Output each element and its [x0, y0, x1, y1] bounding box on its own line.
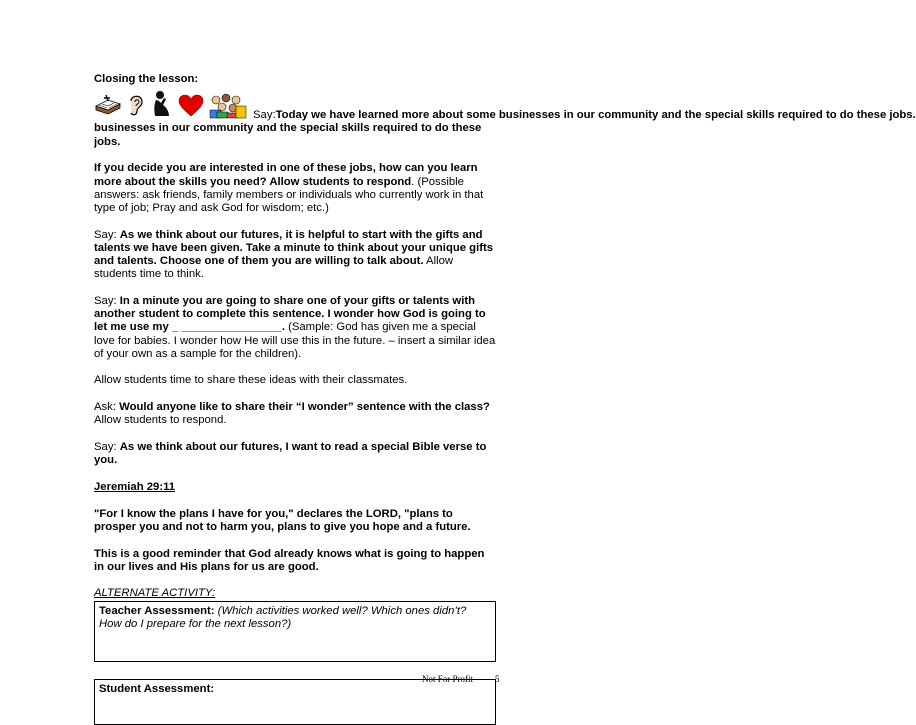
say-label: Say: — [94, 294, 120, 307]
teacher-assessment-box[interactable] — [94, 601, 496, 662]
wonder-sentence-prompt: In a minute you are going to share one of your gifts or talents with another student to complete this sentence. I wonder how God is going to let me use my _ ________________ — [94, 294, 486, 334]
icon-row — [94, 90, 916, 122]
bible-verse-intro: As we think about our futures, I want to read a special Bible verse to you. — [94, 441, 487, 467]
paragraph-1-cont — [94, 122, 496, 148]
ear-icon — [126, 92, 146, 122]
reminder — [94, 548, 496, 574]
paragraph-4 — [94, 295, 496, 361]
page-footer — [422, 673, 500, 686]
say-label: Say: — [94, 228, 120, 241]
paragraph-6 — [94, 401, 496, 427]
paragraph-7 — [94, 441, 496, 467]
alternate-activity-label: ALTERNATE ACTIVITY: — [94, 587, 216, 600]
page-number: 5 — [495, 674, 500, 684]
verse-quote: "For I know the plans I have for you," declares the LORD, "plans to prosper you and not to harm you, plans to give you hope and a future. — [94, 507, 471, 533]
gifts-talents-prompt: As we think about our futures, it is helpful to start with the gifts and talents we have been given. Take a minute to think about your unique gifts and talents. Choose one of them you are willing to talk about. — [94, 228, 494, 268]
heart-icon — [178, 94, 204, 122]
footer-text: Not For Profit — [422, 674, 474, 684]
possible-answers: . (Possible answers: ask friends, family members or individuals who currently work in that type of job; Pray and ask God for wisdom; etc.) — [94, 175, 484, 214]
teacher-assessment-label: Teacher Assessment: — [99, 604, 215, 617]
wonder-sentence-period: . — [281, 321, 285, 334]
praying-person-icon — [150, 90, 174, 122]
reminder-text: This is a good reminder that God already knows what is going to happen in our lives and His plans for us are good. — [94, 547, 485, 573]
student-assessment-label: Student Assessment: — [99, 682, 215, 695]
say-label: Say: — [94, 441, 120, 454]
learn-more-question: If you decide you are interested in one of these jobs, how can you learn more about the skills you need? Allow students to respond — [94, 162, 478, 188]
ask-label: Ask: — [94, 401, 120, 414]
wonder-sample: (Sample: God has given me a special love for babies. I wonder how He will use this in the future. – insert a similar idea of your own as a sample for the children). — [94, 321, 496, 360]
paragraph-3 — [94, 229, 496, 282]
verse-text — [94, 508, 496, 534]
think-instruction: Allow students time to think. — [94, 255, 454, 281]
paragraph-5: Allow students time to share these ideas with their classmates. — [94, 374, 408, 387]
bible-book-icon — [94, 92, 122, 122]
paragraph-2 — [94, 162, 496, 215]
closing-statement: Today we have learned more about some businesses in our community and the special skills required to do these jobs. — [275, 109, 916, 122]
say-label: Say: — [253, 109, 276, 122]
share-question: Would anyone like to share their “I wonder” sentence with the class? — [119, 401, 490, 414]
closing-heading: Closing the lesson: — [94, 73, 199, 85]
lesson-page — [94, 73, 916, 725]
closing-statement-cont: businesses in our community and the special skills required to do these jobs. — [94, 122, 482, 148]
verse-reference: Jeremiah 29:11 — [94, 480, 176, 493]
respond-instruction: Allow students to respond. — [94, 414, 227, 427]
teacher-assessment-prompt: (Which activities worked well? Which ones didn’t? How do I prepare for the next lesson?) — [99, 604, 467, 630]
group-of-children-icon — [208, 92, 248, 122]
